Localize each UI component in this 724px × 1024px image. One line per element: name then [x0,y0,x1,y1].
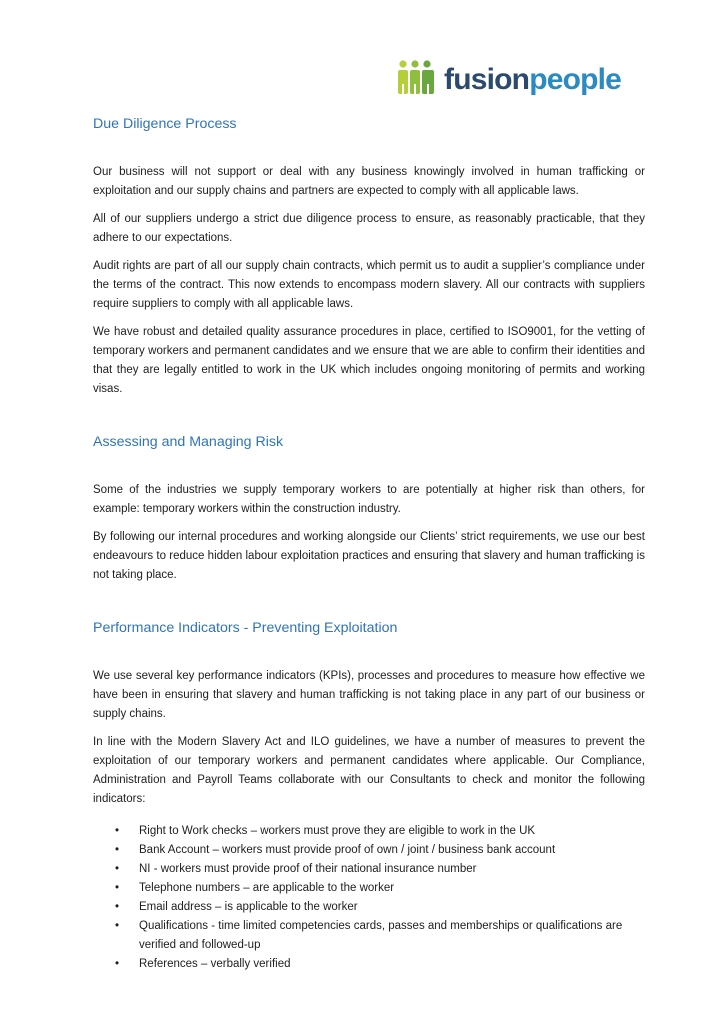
paragraph: Our business will not support or deal with any business knowingly involved in human trafficking or exploitation and our supply chains and partners are expected to comply with all applicable laws. [93,166,645,197]
list-item [115,898,645,917]
logo-word-fusion: fusion [444,63,530,96]
list-item-text: Qualifications - time limited competencies cards, passes and memberships or qualifications are verified and followed-up [139,920,623,951]
bullet-icon: • [115,920,120,932]
list-item-text: Right to Work checks – workers must prove they are eligible to work in the UK [139,825,536,837]
logo-word-people: people [529,63,622,96]
list-item-text: Telephone numbers – are applicable to the worker [139,882,395,894]
bullet-icon: • [115,882,120,894]
paragraph: Some of the industries we supply temporary workers to are potentially at higher risk than others, for example: temporary workers within the construction industry. [93,484,645,515]
list-item-text: References – verbally verified [139,958,291,970]
list-item-text: NI - workers must provide proof of their national insurance number [139,863,477,875]
list-item [115,860,645,879]
document-body [93,114,645,974]
list-item [115,822,645,841]
bullet-icon: • [115,825,120,837]
kpi-bullet-list [93,822,645,974]
bullet-icon: • [115,844,120,856]
bullet-icon: • [115,863,120,875]
fusionpeople-logo [396,52,621,96]
logo-wordmark [444,65,621,95]
list-item [115,879,645,898]
section-heading-performance-indicators: Performance Indicators - Preventing Exploitation [93,620,398,636]
paragraph: Audit rights are part of all our supply chain contracts, which permit us to audit a supplier’s compliance under the terms of the contract. This now extends to encompass modern slavery. All our contracts with suppliers require suppliers to comply with all applicable laws. [93,260,645,310]
section-heading-due-diligence: Due Diligence Process [93,116,237,132]
paragraph: We use several key performance indicators (KPIs), processes and procedures to measure how effective we have been in ensuring that slavery and human trafficking is not taking place in any part of our business or supply chains. [93,670,645,720]
bullet-icon: • [115,901,120,913]
list-item [115,917,645,955]
section-heading-assessing-risk: Assessing and Managing Risk [93,434,284,450]
bullet-icon: • [115,958,120,970]
people-group-icon [396,60,440,96]
paragraph: We have robust and detailed quality assurance procedures in place, certified to ISO9001, for the vetting of temporary workers and permanent candidates and we ensure that we are able to confirm their identities and that they are legally entitled to work in the UK which includes ongoing monitoring of permits and working visas. [93,326,645,395]
list-item-text: Bank Account – workers must provide proof of own / joint / business bank account [139,844,556,856]
paragraph: By following our internal procedures and working alongside our Clients’ strict requirements, we use our best endeavours to reduce hidden labour exploitation practices and ensuring that slavery and human trafficking is not taking place. [93,531,645,581]
list-item [115,841,645,860]
list-item [115,955,645,974]
paragraph: All of our suppliers undergo a strict due diligence process to ensure, as reasonably practicable, that they adhere to our expectations. [93,213,645,244]
paragraph: In line with the Modern Slavery Act and ILO guidelines, we have a number of measures to prevent the exploitation of our temporary workers and permanent candidates where applicable. Our Compliance, Administration and Payroll Teams collaborate with our Consultants to check and monitor the following indicators: [93,736,645,805]
list-item-text: Email address – is applicable to the worker [139,901,358,913]
